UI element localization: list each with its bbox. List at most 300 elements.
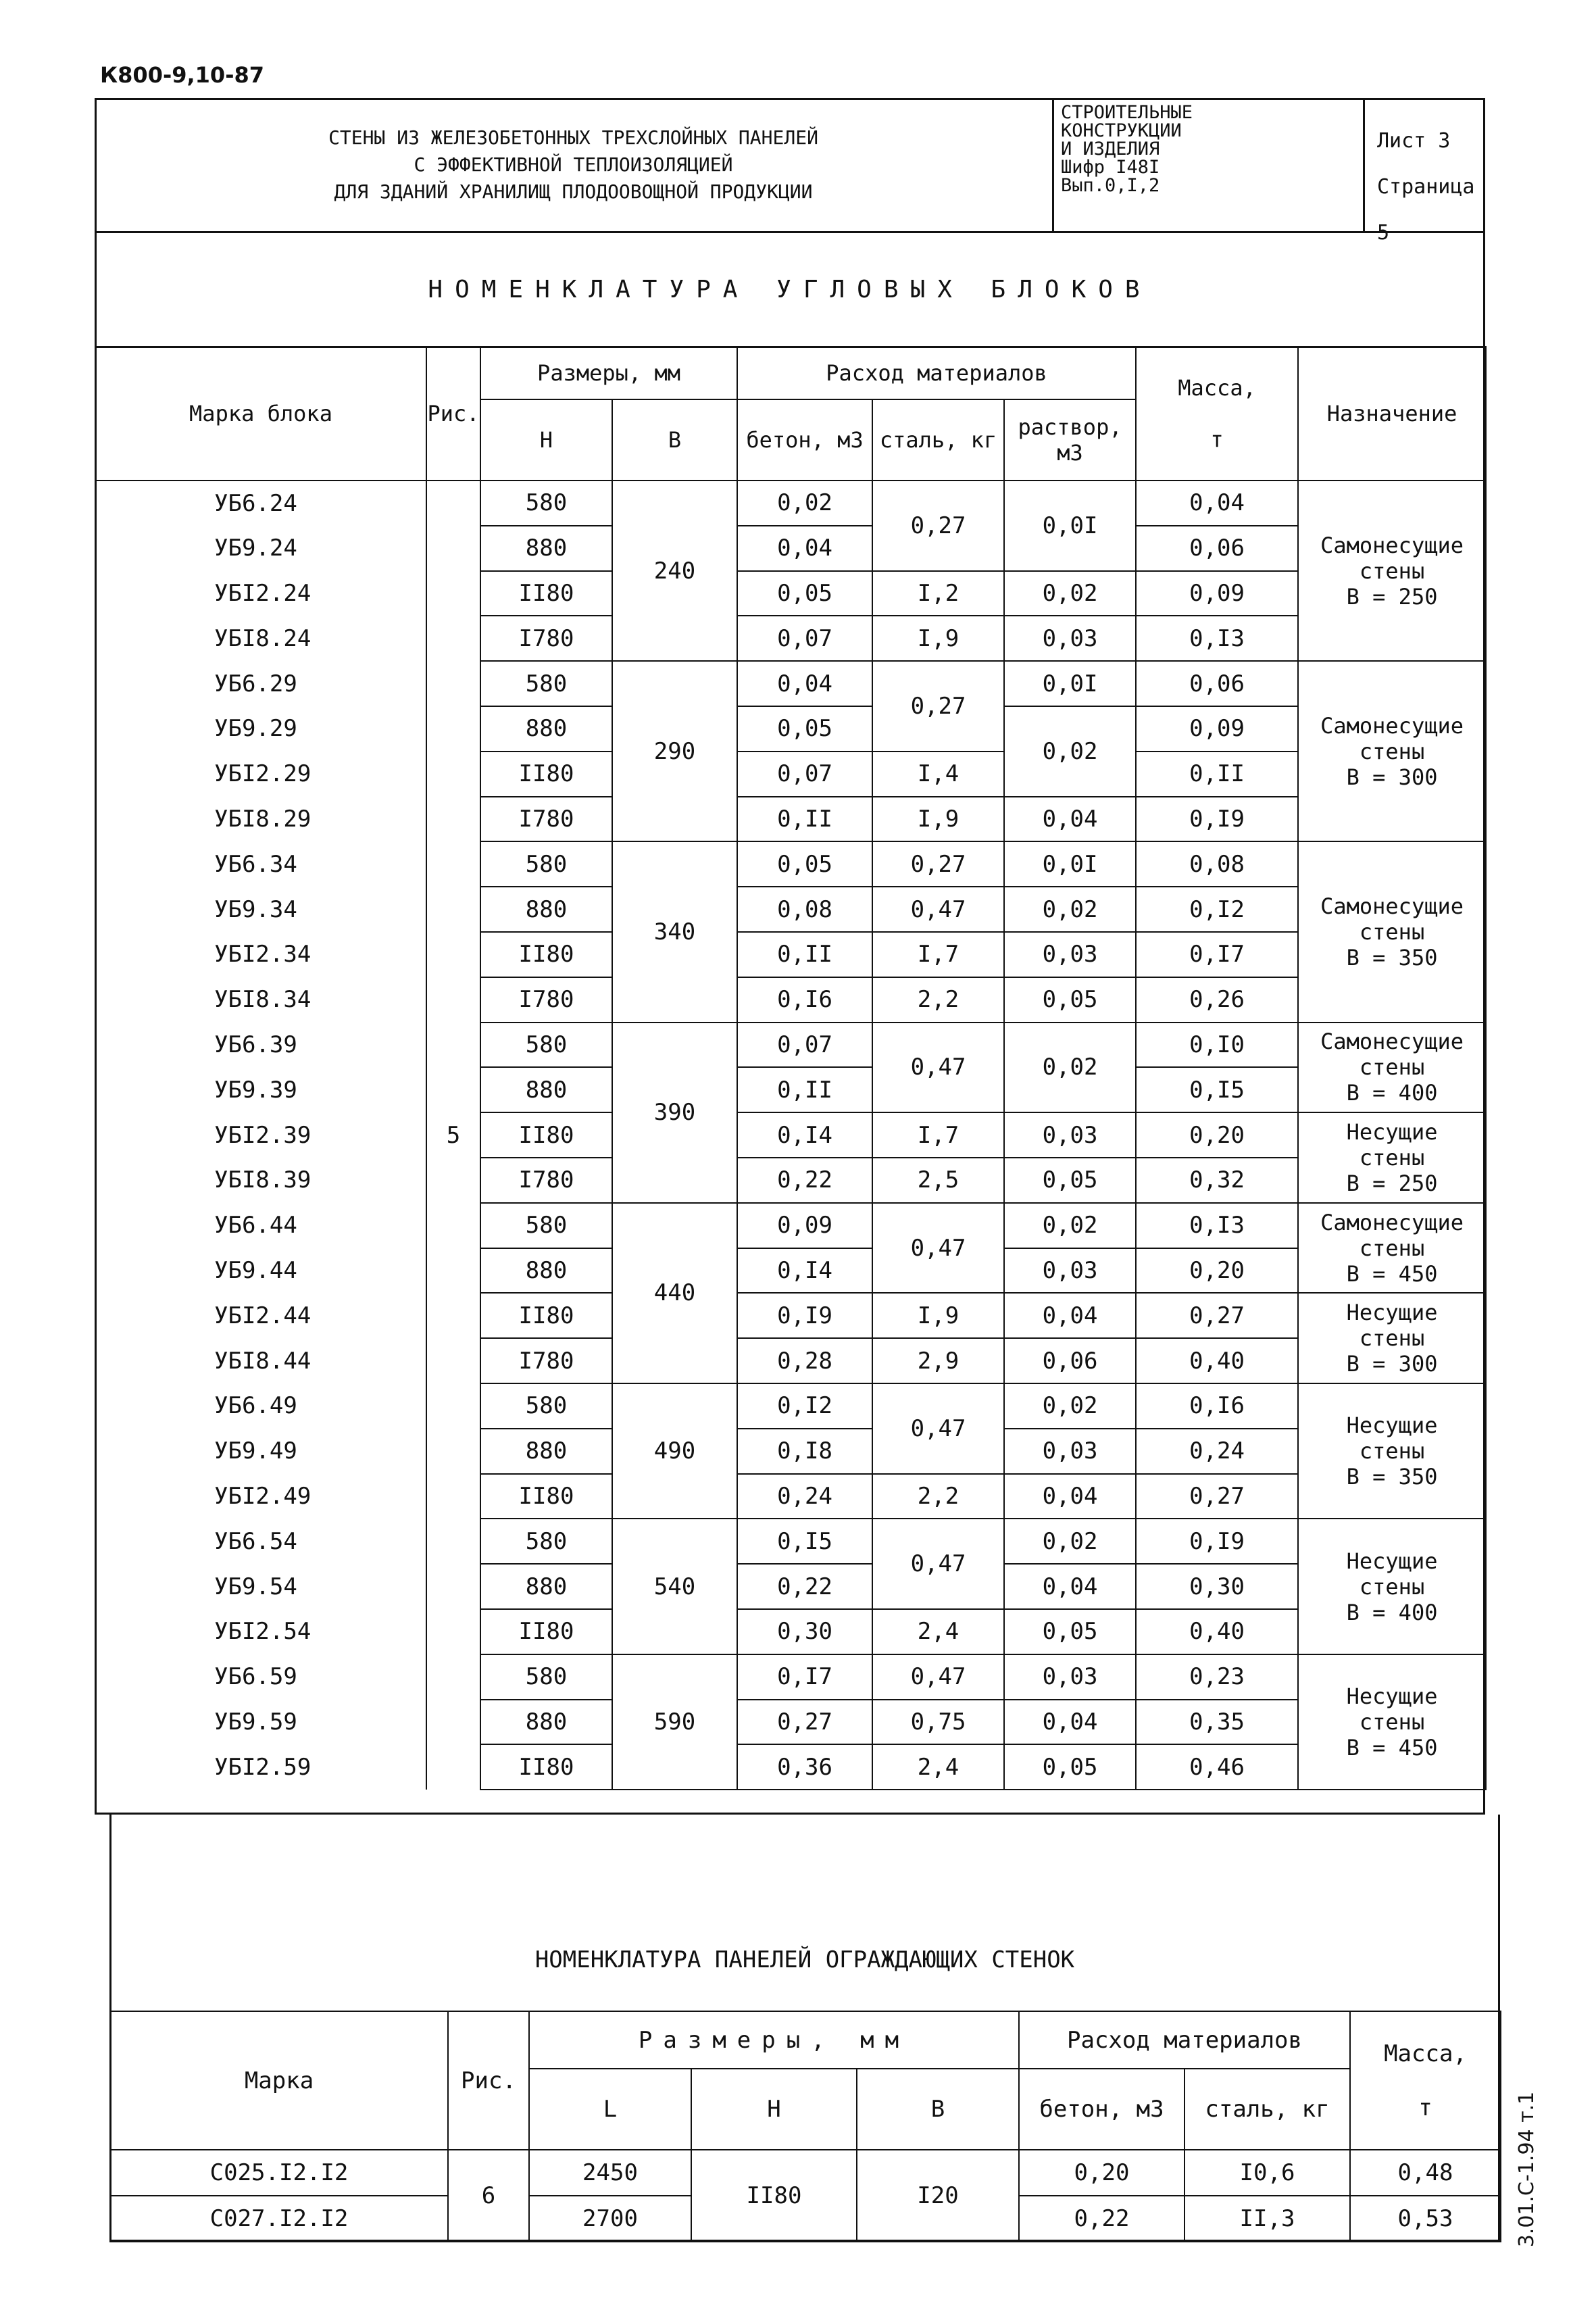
purpose-line: В = 300	[1346, 1351, 1438, 1377]
mass-value: 0,I7	[1136, 932, 1298, 977]
panel-steel: I0,6	[1184, 2150, 1350, 2196]
mass-value: 0,40	[1136, 1609, 1298, 1654]
concrete-value: 0,I9	[737, 1293, 872, 1338]
block-row	[95, 1112, 1486, 1158]
mass-value: 0,35	[1136, 1700, 1298, 1745]
mass-value: 0,I5	[1136, 1067, 1298, 1112]
block-row	[95, 1248, 1486, 1294]
width-value: 590	[612, 1654, 737, 1790]
series-info	[1054, 98, 1365, 231]
header-steel: сталь, кг	[872, 399, 1004, 481]
concrete-value: 0,04	[737, 526, 872, 571]
block-row	[95, 1429, 1486, 1474]
width-value: 390	[612, 1023, 737, 1203]
block-row	[95, 752, 1486, 797]
block-mark: УБ9.34	[95, 887, 426, 932]
steel-value: 2,9	[872, 1338, 1004, 1383]
concrete-value: 0,05	[737, 706, 872, 752]
block-mark: УБ9.49	[95, 1429, 426, 1474]
height-value: 880	[480, 887, 612, 932]
purpose-line: стены	[1359, 918, 1425, 945]
mortar-value: 0,03	[1004, 1248, 1136, 1294]
steel-value: 0,47	[872, 887, 1004, 932]
title-line: С ЭФФЕКТИВНОЙ ТЕПЛОИЗОЛЯЦИЕЙ	[414, 153, 733, 176]
purpose-line: стены	[1359, 738, 1425, 764]
height-value: 880	[480, 706, 612, 752]
concrete-value: 0,I5	[737, 1519, 872, 1564]
purpose-line: В = 400	[1346, 1080, 1438, 1106]
steel-value: I,2	[872, 571, 1004, 616]
concrete-value: 0,28	[737, 1338, 872, 1383]
mass-value: 0,30	[1136, 1564, 1298, 1609]
height-value: II80	[480, 752, 612, 797]
header-h: Н	[691, 2069, 857, 2150]
purpose-cell	[1298, 1203, 1486, 1294]
purpose-line: В = 350	[1346, 1464, 1438, 1490]
panel-mass: 0,48	[1350, 2150, 1501, 2196]
corner-blocks-body	[95, 481, 1486, 1790]
steel-value: 0,47	[872, 1203, 1004, 1294]
purpose-line: стены	[1359, 1325, 1425, 1352]
concrete-value: 0,05	[737, 571, 872, 616]
panel-mark: С027.I2.I2	[110, 2196, 448, 2242]
header-mark: Марка	[110, 2011, 448, 2150]
height-value: II80	[480, 1112, 612, 1158]
block-mark: УБ9.29	[95, 706, 426, 752]
header-fig: Рис.	[426, 347, 480, 481]
panel-l: 2450	[529, 2150, 691, 2196]
header-mass-unit: т	[1418, 2094, 1432, 2121]
purpose-line: стены	[1359, 1438, 1425, 1464]
mass-value: 0,23	[1136, 1654, 1298, 1700]
panel-b: I20	[857, 2150, 1019, 2242]
block-mark: УБI2.24	[95, 571, 426, 616]
purpose-line: Несущие	[1346, 1118, 1438, 1145]
mass-value: 0,20	[1136, 1112, 1298, 1158]
document-title	[95, 98, 1054, 231]
block-row	[95, 1023, 1486, 1068]
height-value: II80	[480, 1609, 612, 1654]
purpose-cell	[1298, 841, 1486, 1022]
table1-title: НОМЕНКЛАТУРА УГЛОВЫХ БЛОКОВ	[95, 233, 1485, 348]
panel-mark: С025.I2.I2	[110, 2150, 448, 2196]
purpose-line: В = 350	[1346, 944, 1438, 970]
width-value: 490	[612, 1383, 737, 1519]
purpose-cell	[1298, 661, 1486, 841]
purpose-line: стены	[1359, 1144, 1425, 1171]
height-value: I780	[480, 1338, 612, 1383]
block-row	[95, 616, 1486, 661]
header-mortar: раствор, м3	[1004, 399, 1136, 481]
mass-value: 0,27	[1136, 1293, 1298, 1338]
mass-value: 0,I9	[1136, 1519, 1298, 1564]
purpose-line: стены	[1359, 1708, 1425, 1735]
purpose-line: Самонесущие	[1320, 893, 1464, 919]
steel-value: 0,27	[872, 841, 1004, 887]
purpose-line: стены	[1359, 1235, 1425, 1261]
purpose-line: стены	[1359, 558, 1425, 584]
height-value: 580	[480, 1654, 612, 1700]
steel-value: 0,47	[872, 1383, 1004, 1474]
mortar-value: 0,04	[1004, 1474, 1136, 1519]
steel-value: 0,47	[872, 1023, 1004, 1113]
height-value: II80	[480, 1474, 612, 1519]
block-mark: УБI2.44	[95, 1293, 426, 1338]
side-code: 3.01.С-1.94 т.1	[1515, 2091, 1539, 2248]
concrete-value: 0,07	[737, 616, 872, 661]
block-row	[95, 1293, 1486, 1338]
height-value: II80	[480, 1744, 612, 1790]
concrete-value: 0,I4	[737, 1248, 872, 1294]
mortar-value: 0,02	[1004, 887, 1136, 932]
sheet-number: Лист 3	[1377, 129, 1451, 153]
block-row	[95, 1564, 1486, 1609]
mortar-value: 0,02	[1004, 1383, 1136, 1429]
block-row	[95, 1519, 1486, 1564]
purpose-line: В = 450	[1346, 1734, 1438, 1761]
concrete-value: 0,22	[737, 1158, 872, 1203]
header-mass	[1350, 2011, 1501, 2150]
concrete-value: 0,05	[737, 841, 872, 887]
mass-value: 0,06	[1136, 661, 1298, 706]
block-mark: УБ9.54	[95, 1564, 426, 1609]
purpose-line: В = 250	[1346, 583, 1438, 610]
purpose-cell	[1298, 1023, 1486, 1113]
purpose-cell	[1298, 1654, 1486, 1790]
concrete-value: 0,04	[737, 661, 872, 706]
block-mark: УБI2.49	[95, 1474, 426, 1519]
block-row	[95, 1744, 1486, 1790]
purpose-cell	[1298, 1383, 1486, 1519]
height-value: 580	[480, 841, 612, 887]
mass-value: 0,09	[1136, 706, 1298, 752]
mass-value: 0,46	[1136, 1744, 1298, 1790]
height-value: I780	[480, 616, 612, 661]
block-mark: УБ6.54	[95, 1519, 426, 1564]
block-row	[95, 1700, 1486, 1745]
title-block	[95, 98, 1485, 245]
series-line: Шифр I48I	[1061, 157, 1160, 178]
width-value: 290	[612, 661, 737, 841]
height-value: I780	[480, 797, 612, 842]
mass-value: 0,40	[1136, 1338, 1298, 1383]
mass-value: 0,I2	[1136, 887, 1298, 932]
mass-value: 0,09	[1136, 571, 1298, 616]
header-sizes: Размеры, мм	[529, 2011, 1019, 2069]
panel-h: II80	[691, 2150, 857, 2242]
block-row	[95, 661, 1486, 706]
mortar-value: 0,05	[1004, 1609, 1136, 1654]
mass-value: 0,06	[1136, 526, 1298, 571]
block-row	[95, 1158, 1486, 1203]
block-mark: УБ6.24	[95, 481, 426, 526]
header-mass	[1136, 347, 1298, 481]
mortar-value: 0,03	[1004, 1429, 1136, 1474]
series-line: КОНСТРУКЦИИ	[1061, 120, 1182, 141]
block-mark: УБ6.59	[95, 1654, 426, 1700]
title-line: СТЕНЫ ИЗ ЖЕЛЕЗОБЕТОННЫХ ТРЕХСЛОЙНЫХ ПАНЕЛЕЙ	[328, 126, 818, 149]
width-value: 240	[612, 481, 737, 661]
mortar-value: 0,02	[1004, 1203, 1136, 1248]
block-row	[95, 797, 1486, 842]
document-code: К800-9,10-87	[100, 62, 264, 88]
block-mark: УБ6.49	[95, 1383, 426, 1429]
header-l: L	[529, 2069, 691, 2150]
purpose-line: стены	[1359, 1573, 1425, 1600]
height-value: 880	[480, 1700, 612, 1745]
purpose-line: Несущие	[1346, 1412, 1438, 1439]
steel-value: 2,2	[872, 977, 1004, 1023]
height-value: 880	[480, 1067, 612, 1112]
block-row	[95, 571, 1486, 616]
steel-value: 2,5	[872, 1158, 1004, 1203]
steel-value: 2,2	[872, 1474, 1004, 1519]
block-mark: УБI8.24	[95, 616, 426, 661]
mortar-value: 0,04	[1004, 1564, 1136, 1609]
mortar-value: 0,04	[1004, 1700, 1136, 1745]
concrete-value: 0,II	[737, 932, 872, 977]
block-row	[95, 841, 1486, 887]
series-line: Вып.0,I,2	[1061, 175, 1160, 196]
concrete-value: 0,08	[737, 887, 872, 932]
width-value: 440	[612, 1203, 737, 1383]
table2-title: НОМЕНКЛАТУРА ПАНЕЛЕЙ ОГРАЖДАЮЩИХ СТЕНОК	[534, 1946, 1075, 1973]
header-materials: Расход материалов	[1019, 2011, 1350, 2069]
height-value: 880	[480, 1429, 612, 1474]
concrete-value: 0,I4	[737, 1112, 872, 1158]
block-mark: УБ6.34	[95, 841, 426, 887]
block-mark: УБ9.39	[95, 1067, 426, 1112]
height-value: 880	[480, 526, 612, 571]
mortar-value: 0,05	[1004, 977, 1136, 1023]
height-value: 580	[480, 1519, 612, 1564]
height-value: I780	[480, 1158, 612, 1203]
steel-value: 0,47	[872, 1519, 1004, 1609]
header-mass-label: Масса,	[1178, 375, 1256, 401]
mass-value: 0,I3	[1136, 616, 1298, 661]
header-b: В	[857, 2069, 1019, 2150]
purpose-line: В = 250	[1346, 1170, 1438, 1196]
purpose-cell	[1298, 1112, 1486, 1203]
height-value: 580	[480, 661, 612, 706]
concrete-value: 0,09	[737, 1203, 872, 1248]
height-value: II80	[480, 932, 612, 977]
mortar-value: 0,02	[1004, 706, 1136, 797]
steel-value: 0,27	[872, 661, 1004, 752]
header-concrete: бетон, м3	[1019, 2069, 1184, 2150]
block-row	[95, 706, 1486, 752]
sheet-info	[1365, 98, 1483, 245]
mortar-value: 0,05	[1004, 1744, 1136, 1790]
panel-concrete: 0,20	[1019, 2150, 1184, 2196]
purpose-line: Несущие	[1346, 1683, 1438, 1709]
block-mark: УБI2.29	[95, 752, 426, 797]
purpose-line: В = 400	[1346, 1599, 1438, 1625]
panel-l: 2700	[529, 2196, 691, 2242]
mortar-value: 0,03	[1004, 932, 1136, 977]
mass-value: 0,20	[1136, 1248, 1298, 1294]
steel-value: 2,4	[872, 1609, 1004, 1654]
block-row	[95, 932, 1486, 977]
purpose-cell	[1298, 1519, 1486, 1654]
header-h: Н	[480, 399, 612, 481]
header-b: В	[612, 399, 737, 481]
block-mark: УБ9.24	[95, 526, 426, 571]
mortar-value: 0,02	[1004, 1519, 1136, 1564]
concrete-value: 0,07	[737, 1023, 872, 1068]
block-row	[95, 1383, 1486, 1429]
header-fig: Рис.	[448, 2011, 529, 2150]
concrete-value: 0,07	[737, 752, 872, 797]
concrete-value: 0,24	[737, 1474, 872, 1519]
panel-steel: II,3	[1184, 2196, 1350, 2242]
panel-concrete: 0,22	[1019, 2196, 1184, 2242]
mortar-value: 0,04	[1004, 797, 1136, 842]
steel-value: I,7	[872, 932, 1004, 977]
mass-value: 0,II	[1136, 752, 1298, 797]
mortar-value: 0,02	[1004, 1023, 1136, 1113]
steel-value: I,4	[872, 752, 1004, 797]
panel-fig: 6	[448, 2150, 529, 2242]
concrete-value: 0,27	[737, 1700, 872, 1745]
height-value: 880	[480, 1564, 612, 1609]
mortar-value: 0,04	[1004, 1293, 1136, 1338]
block-row	[95, 1474, 1486, 1519]
block-mark: УБ6.44	[95, 1203, 426, 1248]
header-mass-label: Масса,	[1384, 2040, 1467, 2067]
block-row	[95, 887, 1486, 932]
header-materials: Расход материалов	[737, 347, 1136, 399]
purpose-line: Самонесущие	[1320, 1209, 1464, 1235]
steel-value: I,9	[872, 616, 1004, 661]
mortar-value: 0,0I	[1004, 841, 1136, 887]
mortar-value: 0,03	[1004, 1654, 1136, 1700]
height-value: 580	[480, 1383, 612, 1429]
mass-value: 0,I3	[1136, 1203, 1298, 1248]
mass-value: 0,I0	[1136, 1023, 1298, 1068]
block-mark: УБI8.34	[95, 977, 426, 1023]
block-mark: УБI2.39	[95, 1112, 426, 1158]
concrete-value: 0,II	[737, 1067, 872, 1112]
block-mark: УБ6.29	[95, 661, 426, 706]
block-mark: УБI8.39	[95, 1158, 426, 1203]
block-mark: УБ9.59	[95, 1700, 426, 1745]
block-mark: УБI2.34	[95, 932, 426, 977]
wall-panels-table	[109, 2011, 1501, 2242]
height-value: 580	[480, 1023, 612, 1068]
concrete-value: 0,I7	[737, 1654, 872, 1700]
concrete-value: 0,02	[737, 481, 872, 526]
concrete-value: 0,I2	[737, 1383, 872, 1429]
block-row	[95, 1067, 1486, 1112]
block-mark: УБI2.54	[95, 1609, 426, 1654]
purpose-line: В = 300	[1346, 764, 1438, 790]
steel-value: 0,27	[872, 481, 1004, 571]
height-value: II80	[480, 571, 612, 616]
concrete-value: 0,II	[737, 797, 872, 842]
mortar-value: 0,0I	[1004, 661, 1136, 706]
mortar-value: 0,03	[1004, 1112, 1136, 1158]
width-value: 540	[612, 1519, 737, 1654]
purpose-line: стены	[1359, 1054, 1425, 1081]
header-sizes: Размеры, мм	[480, 347, 737, 399]
mortar-value: 0,05	[1004, 1158, 1136, 1203]
block-mark: УБ6.39	[95, 1023, 426, 1068]
mass-value: 0,27	[1136, 1474, 1298, 1519]
purpose-line: Несущие	[1346, 1300, 1438, 1326]
series-line: СТРОИТЕЛЬНЫЕ	[1061, 102, 1193, 123]
block-mark: УБI8.44	[95, 1338, 426, 1383]
block-mark: УБI8.29	[95, 797, 426, 842]
concrete-value: 0,22	[737, 1564, 872, 1609]
block-row	[95, 526, 1486, 571]
mortar-value: 0,02	[1004, 571, 1136, 616]
width-value: 340	[612, 841, 737, 1022]
header-purpose: Назначение	[1298, 347, 1486, 481]
purpose-line: В = 450	[1346, 1260, 1438, 1287]
header-mark: Марка блока	[95, 347, 426, 481]
height-value: 880	[480, 1248, 612, 1294]
block-mark: УБ9.44	[95, 1248, 426, 1294]
block-row	[95, 1203, 1486, 1248]
mass-value: 0,08	[1136, 841, 1298, 887]
steel-value: I,7	[872, 1112, 1004, 1158]
steel-value: I,9	[872, 797, 1004, 842]
header-steel: сталь, кг	[1184, 2069, 1350, 2150]
purpose-cell	[1298, 1293, 1486, 1383]
height-value: 580	[480, 1203, 612, 1248]
mass-value: 0,I9	[1136, 797, 1298, 842]
page-number: Страница 5	[1377, 175, 1475, 245]
block-row	[95, 977, 1486, 1023]
mortar-value: 0,0I	[1004, 481, 1136, 571]
mass-value: 0,26	[1136, 977, 1298, 1023]
steel-value: 0,75	[872, 1700, 1004, 1745]
mass-value: 0,I6	[1136, 1383, 1298, 1429]
purpose-cell	[1298, 481, 1486, 661]
purpose-line: Самонесущие	[1320, 712, 1464, 739]
title-line: ДЛЯ ЗДАНИЙ ХРАНИЛИЩ ПЛОДООВОЩНОЙ ПРОДУКЦИИ	[334, 180, 813, 203]
mass-value: 0,24	[1136, 1429, 1298, 1474]
panel-mass: 0,53	[1350, 2196, 1501, 2242]
height-value: II80	[480, 1293, 612, 1338]
block-row	[95, 1609, 1486, 1654]
mortar-value: 0,06	[1004, 1338, 1136, 1383]
mass-value: 0,04	[1136, 481, 1298, 526]
mass-value: 0,32	[1136, 1158, 1298, 1203]
header-concrete: бетон, м3	[737, 399, 872, 481]
figure-number: 5	[426, 481, 480, 1790]
block-row	[95, 481, 1486, 526]
steel-value: I,9	[872, 1293, 1004, 1338]
header-mass-unit: т	[1210, 426, 1224, 452]
concrete-value: 0,I8	[737, 1429, 872, 1474]
concrete-value: 0,I6	[737, 977, 872, 1023]
steel-value: 0,47	[872, 1654, 1004, 1700]
series-line: И ИЗДЕЛИЯ	[1061, 139, 1160, 159]
height-value: 580	[480, 481, 612, 526]
block-row	[95, 1338, 1486, 1383]
corner-blocks-table	[95, 346, 1487, 1790]
concrete-value: 0,30	[737, 1609, 872, 1654]
purpose-line: Самонесущие	[1320, 1029, 1464, 1055]
purpose-line: Самонесущие	[1320, 532, 1464, 558]
steel-value: 2,4	[872, 1744, 1004, 1790]
purpose-line: Несущие	[1346, 1548, 1438, 1574]
block-row	[95, 1654, 1486, 1700]
concrete-value: 0,36	[737, 1744, 872, 1790]
mortar-value: 0,03	[1004, 616, 1136, 661]
